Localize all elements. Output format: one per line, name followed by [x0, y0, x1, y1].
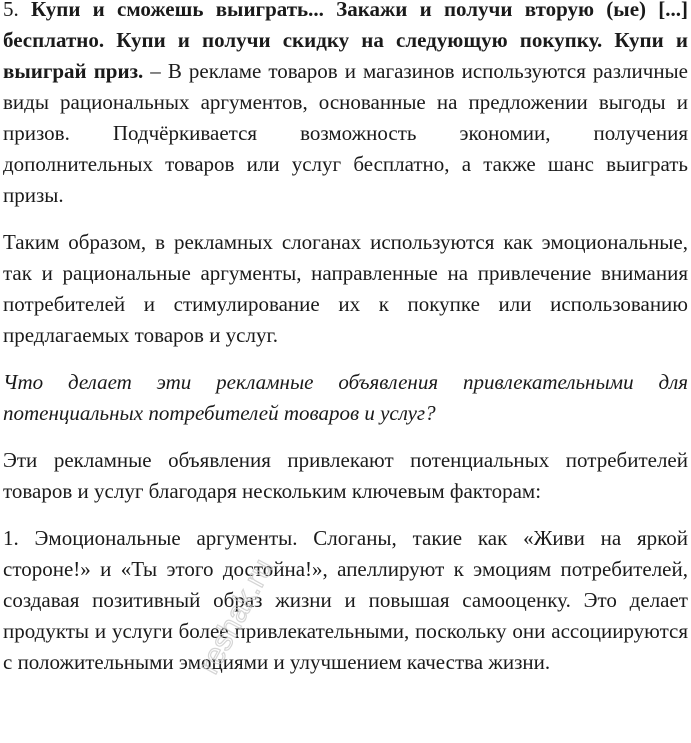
watermark-text: reshak.ru: [192, 553, 280, 680]
item-body: – В рекламе товаров и магазинов используются различные виды рациональных аргументов, основанные на предложении выгоды и призов. Подчёркивается возможность экономии, получения дополнительных товаров или услуг бесплатно, а также шанс выиграть призы.: [3, 59, 688, 207]
item-5-paragraph: [3, 0, 688, 211]
document-page: [3, 0, 688, 694]
item-bold-heading: Купи и сможешь выиграть... Закажи и получи вторую (ые) [...] бесплатно. Купи и получи скидку на следующую покупку. Купи и выиграй приз.: [3, 0, 689, 83]
conclusion-paragraph: Таким образом, в рекламных слоганах используются как эмоциональные, так и рациональные аргументы, направленные на привлечение внимания потребителей и стимулирование их к покупке или использованию предлагаемых товаров и услуг.: [3, 230, 688, 347]
answer-intro-paragraph: Эти рекламные объявления привлекают потенциальных потребителей товаров и услуг благодаря нескольким ключевым факторам:: [3, 448, 688, 503]
question-paragraph: Что делает эти рекламные объявления привлекательными для потенциальных потребителей товаров и услуг?: [3, 370, 688, 425]
factor-1-paragraph: 1. Эмоциональные аргументы. Слоганы, такие как «Живи на яркой стороне!» и «Ты этого достойна!», апеллируют к эмоциям потребителей, создавая позитивный образ жизни и повышая самооценку. Это делает продукты и услуги более привлекательными, поскольку они ассоциируются с положительными эмоциями и улучшением качества жизни.: [3, 526, 688, 674]
item-number: 5.: [3, 0, 19, 21]
